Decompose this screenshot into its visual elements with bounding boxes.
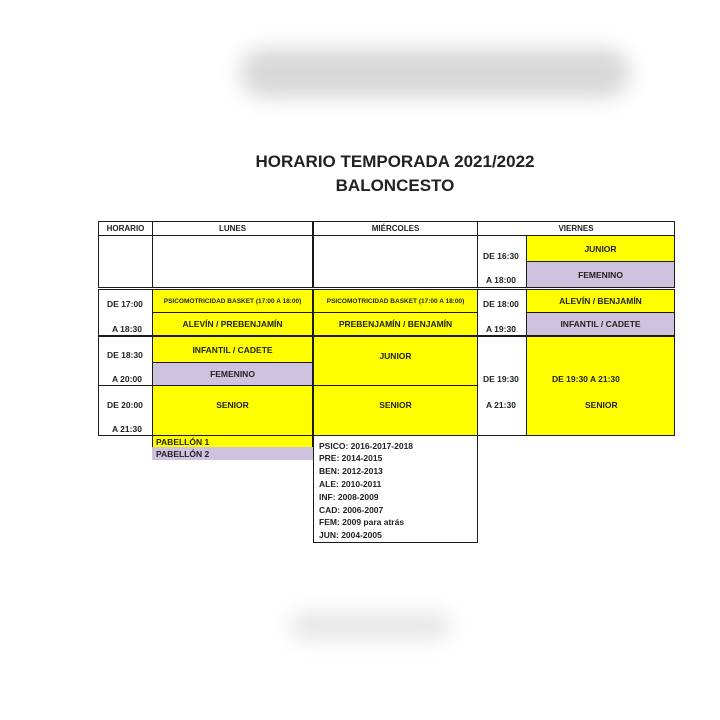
header-miercoles: MIÉRCOLES bbox=[313, 221, 478, 236]
viernes-alevin-benjamin: ALEVÍN / BENJAMÍN bbox=[526, 289, 675, 313]
pabellon-2: PABELLÓN 2 bbox=[152, 447, 313, 460]
empty-cell bbox=[313, 235, 478, 288]
viernes-time-start: DE 16:30 bbox=[483, 251, 519, 261]
viernes-senior-block bbox=[526, 336, 675, 436]
legend-pre: PRE: 2014-2015 bbox=[319, 453, 383, 463]
empty-cell bbox=[98, 235, 153, 288]
legend-ale: ALE: 2010-2011 bbox=[319, 479, 382, 489]
viernes-junior-1: JUNIOR bbox=[526, 235, 675, 262]
header-viernes: VIERNES bbox=[477, 221, 675, 236]
legend-cad: CAD: 2006-2007 bbox=[319, 505, 384, 515]
viernes-femenino: FEMENINO bbox=[526, 261, 675, 288]
lunes-alevin-prebenjamin: ALEVÍN / PREBENJAMÍN bbox=[152, 312, 313, 336]
empty-cell bbox=[152, 235, 313, 288]
time-end: A 18:30 bbox=[112, 324, 142, 334]
lunes-senior: SENIOR bbox=[152, 385, 313, 436]
legend-jun: JUN: 2004-2005 bbox=[319, 530, 382, 540]
miercoles-senior: SENIOR bbox=[313, 385, 478, 436]
legend-psico: PSICO: 2016-2017-2018 bbox=[319, 441, 414, 451]
viernes-time-start: DE 18:00 bbox=[483, 299, 519, 309]
time-end: A 20:00 bbox=[112, 374, 142, 384]
page-subtitle: BALONCESTO bbox=[335, 176, 455, 195]
pabellon-1: PABELLÓN 1 bbox=[152, 435, 313, 448]
viernes-infantil-cadete: INFANTIL / CADETE bbox=[526, 312, 675, 336]
lunes-infantil-cadete: INFANTIL / CADETE bbox=[152, 336, 313, 363]
time-start: DE 17:00 bbox=[107, 299, 143, 309]
header-lunes: LUNES bbox=[152, 221, 313, 236]
time-start: DE 18:30 bbox=[107, 350, 143, 360]
blurred-header-artifact bbox=[240, 48, 630, 98]
miercoles-psico: PSICOMOTRICIDAD BASKET (17:00 A 18:00) bbox=[313, 289, 478, 313]
viernes-range: DE 19:30 A 21:30 bbox=[552, 374, 620, 384]
legend-inf: INF: 2008-2009 bbox=[319, 492, 379, 502]
time-end: A 21:30 bbox=[112, 424, 142, 434]
time-start: DE 20:00 bbox=[107, 400, 143, 410]
miercoles-junior: JUNIOR bbox=[313, 336, 478, 386]
lunes-psico: PSICOMOTRICIDAD BASKET (17:00 A 18:00) bbox=[152, 289, 313, 313]
miercoles-prebenjamin-benjamin: PREBENJAMÍN / BENJAMÍN bbox=[313, 312, 478, 336]
header-horario: HORARIO bbox=[98, 221, 153, 236]
viernes-senior: SENIOR bbox=[585, 400, 618, 410]
viernes-time-end: A 18:00 bbox=[486, 275, 516, 285]
legend-ben: BEN: 2012-2013 bbox=[319, 466, 383, 476]
viernes-time-end: A 21:30 bbox=[486, 400, 516, 410]
viernes-time-end: A 19:30 bbox=[486, 324, 516, 334]
viernes-time-start: DE 19:30 bbox=[483, 374, 519, 384]
lunes-femenino: FEMENINO bbox=[152, 362, 313, 386]
legend-fem: FEM: 2009 para atrás bbox=[319, 517, 405, 527]
blurred-footer-artifact bbox=[290, 612, 450, 640]
viernes-time-3 bbox=[477, 336, 527, 436]
page-title: HORARIO TEMPORADA 2021/2022 bbox=[255, 152, 535, 171]
